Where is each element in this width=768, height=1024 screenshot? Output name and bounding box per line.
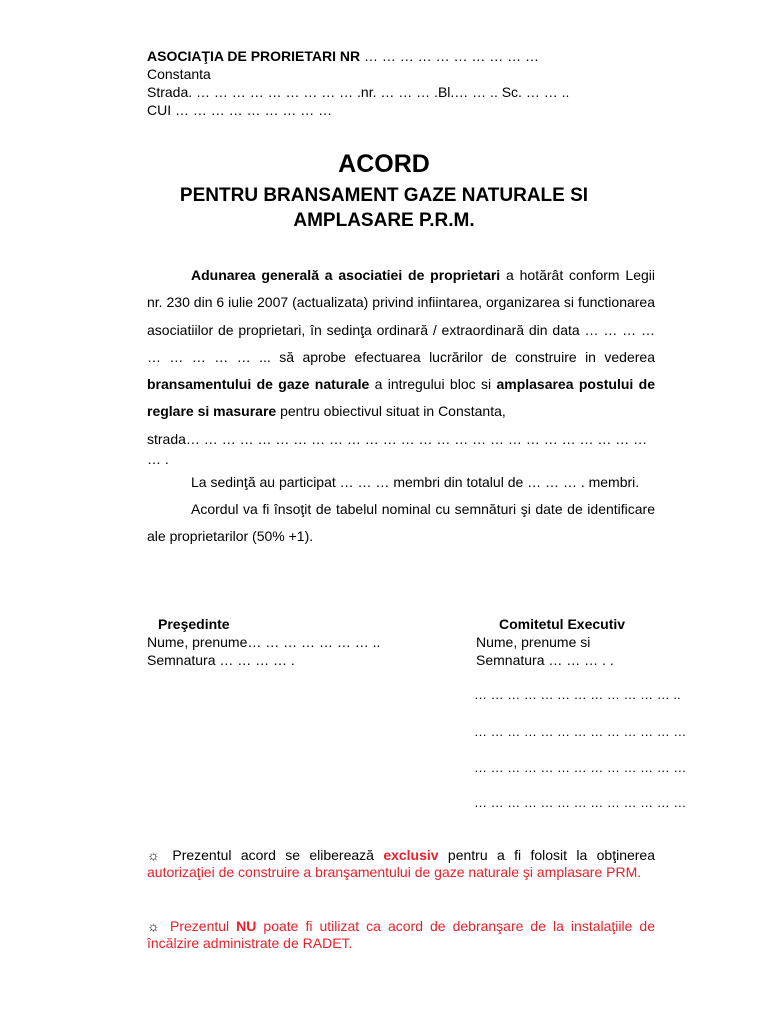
- association-number-dots: … … … … … … … … … …: [360, 48, 540, 64]
- committee-member-line: … … … … … … … … … … … … …: [474, 795, 687, 810]
- prm-label: amplasarea postului de reglare si masurare: [147, 376, 656, 420]
- document-subtitle: [0, 183, 768, 233]
- note-text-a: Prezentul acord se eliberează: [163, 847, 384, 863]
- usage-note: [147, 847, 655, 881]
- committee-member-line: … … … … … … … … … … … … ..: [474, 687, 681, 702]
- paragraph-text-b: a intregului bloc si: [369, 376, 497, 393]
- nu-label: NU: [236, 918, 257, 934]
- restriction-note: [147, 918, 655, 952]
- president-title: Preşedinte: [158, 616, 230, 632]
- president-signature-block: [147, 615, 380, 669]
- committee-member-line: … … … … … … … … … … … … …: [474, 760, 687, 775]
- committee-title: Comitetul Executiv: [499, 616, 626, 632]
- restriction-text-c: de RADET.: [283, 935, 353, 951]
- president-sign-line: Semnatura … … … … .: [147, 652, 295, 668]
- restriction-text-a: Prezentul: [163, 918, 237, 934]
- subtitle-line-1: PENTRU BRANSAMENT GAZE NATURALE SI: [179, 185, 589, 206]
- agreement-paragraph: [147, 262, 655, 426]
- paragraph-text-a: a hotărât conform Legii nr. 230 din 6 iulie 2007 (actualizata) privind infiintarea, organizarea si functionarea asociatiilor de proprietari, în sedinţa ordinară / extraordinară din data … … … … … … … … … ... să aprobe efectuarea lucrărilor de construire in vederea: [147, 267, 655, 365]
- cui-line: CUI … … … … … … … … …: [147, 102, 333, 118]
- attendance-paragraph: La sedinţă au participat … … … membri din totalul de … … … . membri.: [191, 473, 640, 490]
- association-name-line: [147, 47, 569, 65]
- city-line: Constanta: [147, 66, 211, 82]
- sun-icon: ☼: [147, 847, 160, 863]
- association-label: ASOCIAŢIA DE PRORIETARI NR: [147, 48, 361, 64]
- exclusive-label: exclusiv: [383, 847, 439, 863]
- street-fill-line: strada… … … … … … … … … … … … … … … … … … … … … … … … … … … .: [147, 430, 648, 467]
- restriction-text-b: poate fi utilizat ca acord de debranşare de la instalaţiile de încălzire administrate: [147, 918, 655, 951]
- committee-signature-block: [476, 615, 625, 669]
- document-title: ACORD: [338, 150, 430, 178]
- president-name-line: Nume, prenume… … … … … … … ..: [147, 634, 381, 650]
- assembly-label: Adunarea generală a asociatiei de proprietari: [191, 267, 501, 283]
- note-red-text: autorizaţiei de construire a branşamentului de gaze naturale şi amplasare PRM.: [147, 864, 642, 880]
- agreement-body: [147, 262, 655, 551]
- committee-member-line: … … … … … … … … … … … … …: [474, 724, 687, 739]
- street-line: Strada. … … … … … … … … … .nr. … … … .Bl.… … .. Sc. … … ..: [147, 84, 570, 100]
- committee-sign-line: Semnatura … … … . .: [476, 652, 614, 668]
- sun-icon: ☼: [147, 918, 160, 934]
- subtitle-line-2: AMPLASARE P.R.M.: [293, 210, 475, 231]
- note-text-b: pentru a fi folosit la obţinerea: [438, 847, 656, 863]
- annex-paragraph: Acordul va fi însoţit de tabelul nominal cu semnături şi date de identificare ale proprietarilor (50% +1).: [147, 501, 655, 545]
- association-header: [147, 47, 569, 119]
- gas-connection-label: bransamentului de gaze naturale: [147, 376, 370, 393]
- committee-name-line: Nume, prenume si: [476, 634, 591, 650]
- paragraph-text-c: pentru obiectivul situat in Constanta,: [276, 403, 506, 420]
